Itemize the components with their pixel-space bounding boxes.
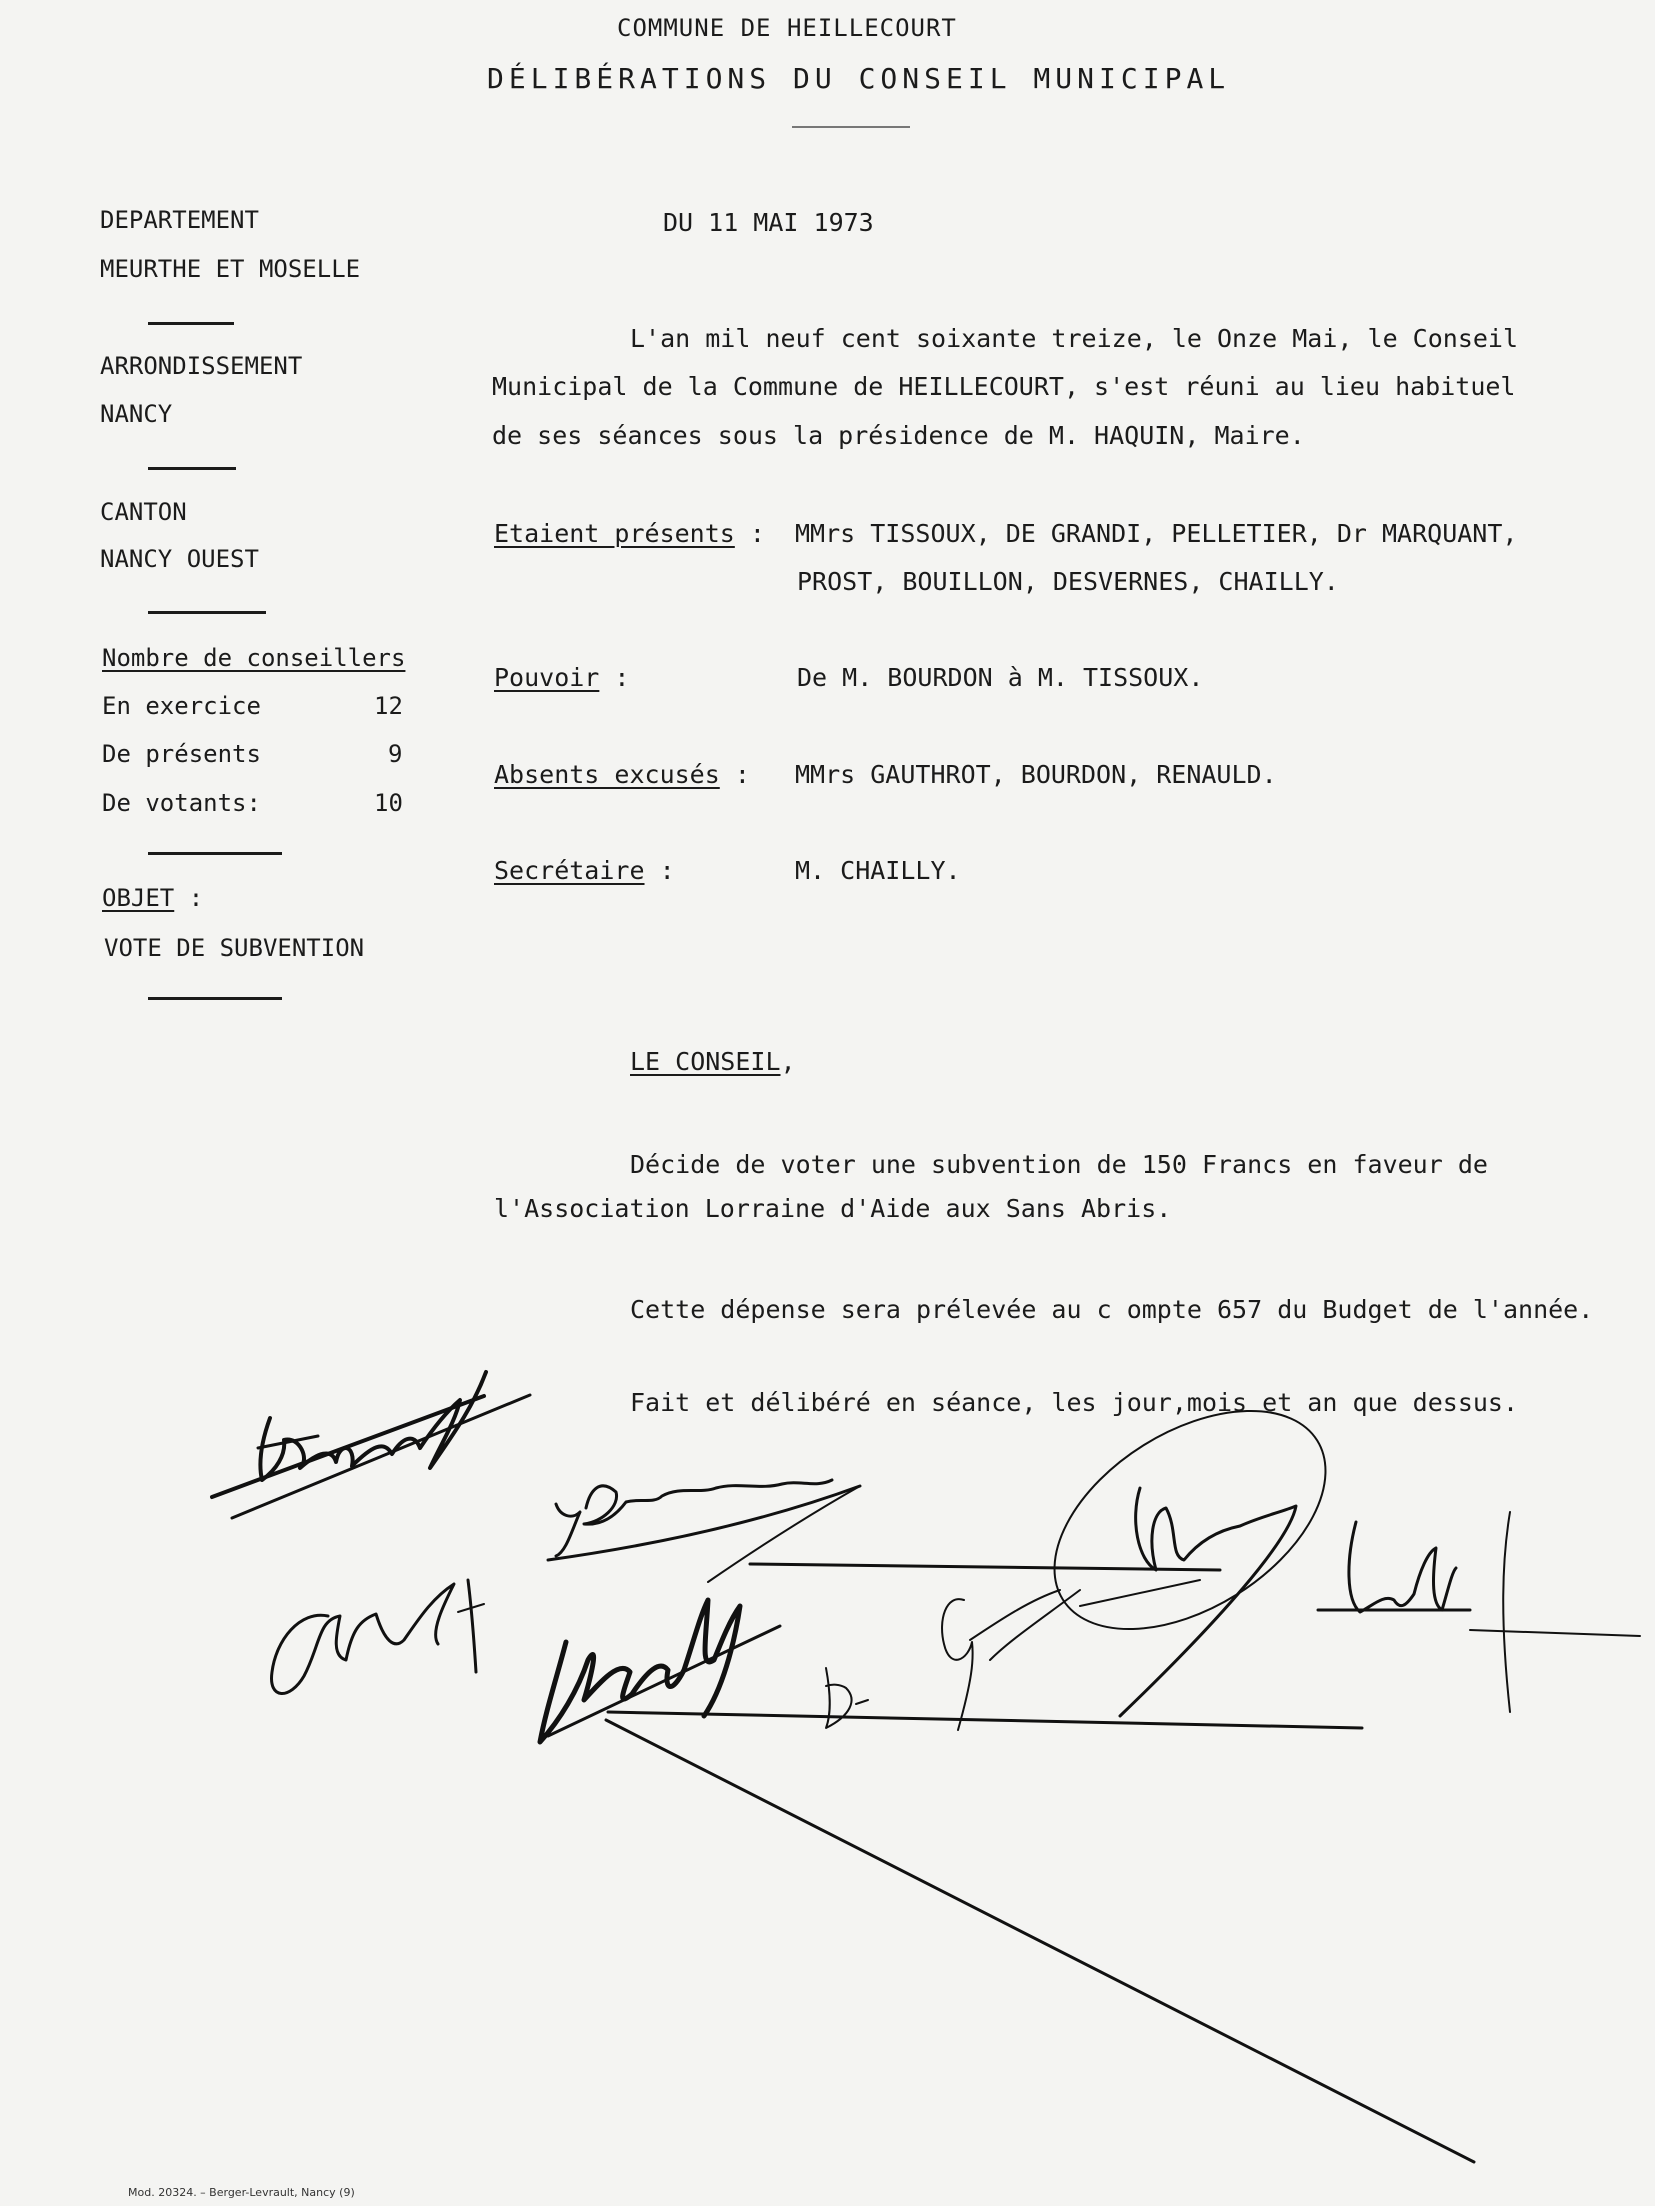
conseil-comma: ,	[780, 1047, 796, 1076]
document-title: DÉLIBÉRATIONS DU CONSEIL MUNICIPAL	[487, 62, 1231, 95]
objet-colon: :	[188, 884, 204, 912]
signature-4	[540, 1600, 1474, 2162]
signature-3-scribble	[272, 1580, 484, 1694]
signature-5	[826, 1590, 1080, 1730]
printer-imprint: Mod. 20324. – Berger-Levrault, Nancy (9)	[128, 2186, 355, 2199]
budget-text: Cette dépense sera prélevée au c ompte 657 du Budget de l'année.	[630, 1295, 1594, 1324]
presents-label: Etaient présents	[494, 519, 735, 548]
conseillers-label: En exercice	[102, 692, 261, 720]
arrondissement-value: NANCY	[100, 400, 173, 428]
departement-label: DEPARTEMENT	[100, 206, 259, 234]
canton-label: CANTON	[100, 498, 187, 526]
canton-value: NANCY OUEST	[100, 545, 259, 573]
decision-text: Décide de voter une subvention de 150 Francs en faveur de	[630, 1150, 1488, 1179]
conseillers-value: 9	[388, 740, 403, 768]
absents-value: MMrs GAUTHROT, BOURDON, RENAULD.	[795, 760, 1277, 789]
absents-label: Absents excusés	[494, 760, 720, 789]
secretaire-label: Secrétaire	[494, 856, 645, 885]
presents-colon: :	[749, 519, 765, 548]
presents-value: MMrs TISSOUX, DE GRANDI, PELLETIER, Dr MARQUANT,	[795, 519, 1518, 548]
conseillers-title: Nombre de conseillers	[102, 644, 406, 672]
absents-colon: :	[734, 760, 750, 789]
presents-value: PROST, BOUILLON, DESVERNES, CHAILLY.	[797, 567, 1339, 596]
conseillers-label: De votants:	[102, 789, 261, 817]
intro-line: Municipal de la Commune de HEILLECOURT, s'est réuni au lieu habituel	[492, 372, 1516, 401]
signature-2	[548, 1480, 1220, 1582]
departement-value: MEURTHE ET MOSELLE	[100, 255, 361, 283]
pouvoir-value: De M. BOURDON à M. TISSOUX.	[797, 663, 1204, 692]
objet-value: VOTE DE SUBVENTION	[104, 934, 365, 962]
conseillers-label: De présents	[102, 740, 261, 768]
conseillers-value: 10	[374, 789, 403, 817]
arrondissement-label: ARRONDISSEMENT	[100, 352, 303, 380]
intro-line: L'an mil neuf cent soixante treize, le Onze Mai, le Conseil	[630, 324, 1519, 353]
commune-header: COMMUNE DE HEILLECOURT	[617, 14, 957, 42]
conseil-label: LE CONSEIL	[630, 1047, 781, 1076]
closing-text: Fait et délibéré en séance, les jour,mois et an que dessus.	[630, 1388, 1519, 1417]
conseillers-value: 12	[374, 692, 403, 720]
objet-label: OBJET	[102, 884, 175, 912]
signature-1	[212, 1372, 530, 1518]
signature-6	[1016, 1366, 1364, 1716]
signature-7	[1318, 1512, 1640, 1712]
pouvoir-label: Pouvoir	[494, 663, 600, 692]
pouvoir-colon: :	[614, 663, 630, 692]
decision-text: l'Association Lorraine d'Aide aux Sans Abris.	[494, 1194, 1172, 1223]
intro-line: de ses séances sous la présidence de M. HAQUIN, Maire.	[492, 421, 1305, 450]
secretaire-value: M. CHAILLY.	[795, 856, 961, 885]
secretaire-colon: :	[659, 856, 675, 885]
session-date: DU 11 MAI 1973	[663, 208, 874, 237]
